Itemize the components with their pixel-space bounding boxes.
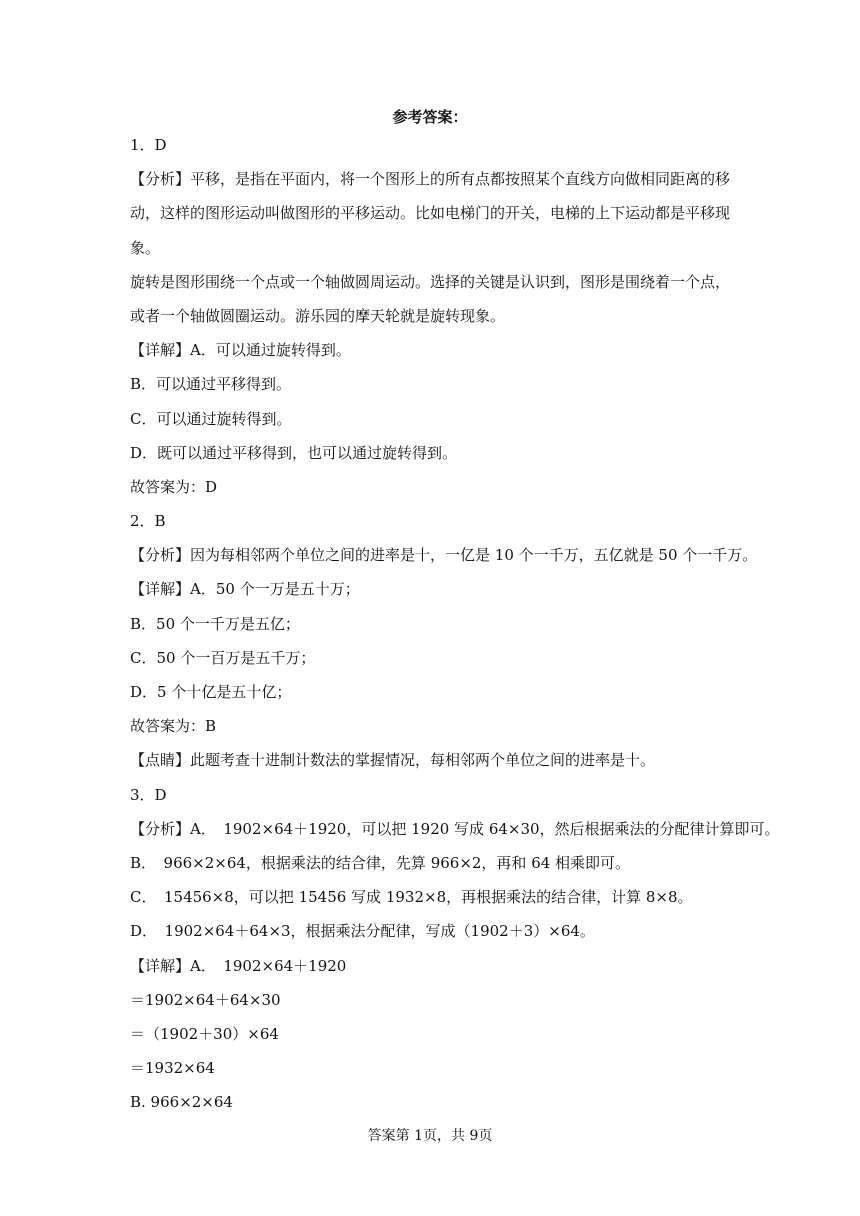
text-line: D．5 个十亿是五十亿； (130, 683, 292, 701)
text-line: ＝（1902＋30）×64 (130, 1024, 279, 1043)
text-line: 故答案为：B (130, 717, 217, 736)
text-line: B． 966×2×64，根据乘法的结合律，先算 966×2，再和 64 相乘即可。 (130, 853, 631, 872)
text-line: 【分析】因为每相邻两个单位之间的进率是十，一亿是 10 个一千万，五亿就是 50 个一千万。 (130, 546, 758, 565)
page-footer: 答案第 1页，共 9页 (367, 1128, 493, 1144)
text-line: 3．D (130, 785, 167, 804)
text-line: 【分析】A． 1902×64＋1920，可以把 1920 写成 64×30，然后根据乘法的分配律计算即可。 (130, 819, 780, 838)
answer-content (130, 134, 780, 1125)
text-line: 【详解】A．可以通过旋转得到。 (130, 341, 351, 360)
text-line: 象。 (130, 238, 161, 257)
text-line: C．50 个一百万是五千万； (130, 648, 316, 667)
text-line: 1．D (130, 136, 167, 154)
text-line: 故答案为：D (130, 477, 218, 496)
text-line: 动，这样的图形运动叫做图形的平移运动。比如电梯门的开关，电梯的上下运动都是平移现 (130, 204, 731, 223)
text-line: ＝1902×64＋64×30 (130, 990, 281, 1009)
text-line: D．既可以通过平移得到，也可以通过旋转得到。 (130, 443, 458, 462)
text-line: 【点睛】此题考查十进制计数法的掌握情况，每相邻两个单位之间的进率是十。 (130, 751, 656, 770)
text-line: 【分析】平移，是指在平面内，将一个图形上的所有点都按照某个直线方向做相同距离的移 (130, 170, 731, 189)
text-line: 或者一个轴做圆圈运动。游乐园的摩天轮就是旋转现象。 (130, 306, 506, 325)
text-line: 【详解】A． 1902×64＋1920 (130, 956, 347, 975)
text-line: ＝1932×64 (130, 1059, 215, 1078)
text-line: B．可以通过平移得到。 (130, 375, 292, 394)
text-line: B．50 个一千万是五亿； (130, 614, 300, 633)
text-line: B. 966×2×64 (130, 1093, 233, 1112)
text-line: 2．B (130, 512, 166, 531)
text-line: 【详解】A．50 个一万是五十万； (130, 580, 360, 599)
text-line: D． 1902×64＋64×3，根据乘法分配律，写成（1902＋3）×64。 (130, 922, 595, 941)
text-line: 旋转是图形围绕一个点或一个轴做圆周运动。选择的关键是认识到，图形是围绕着一个点， (130, 272, 731, 291)
text-line: C． 15456×8，可以把 15456 写成 1932×8，再根据乘法的结合律，计算 8×8。 (130, 888, 693, 907)
text-line: C．可以通过旋转得到。 (130, 409, 292, 428)
page-title: 参考答案： (392, 108, 468, 126)
